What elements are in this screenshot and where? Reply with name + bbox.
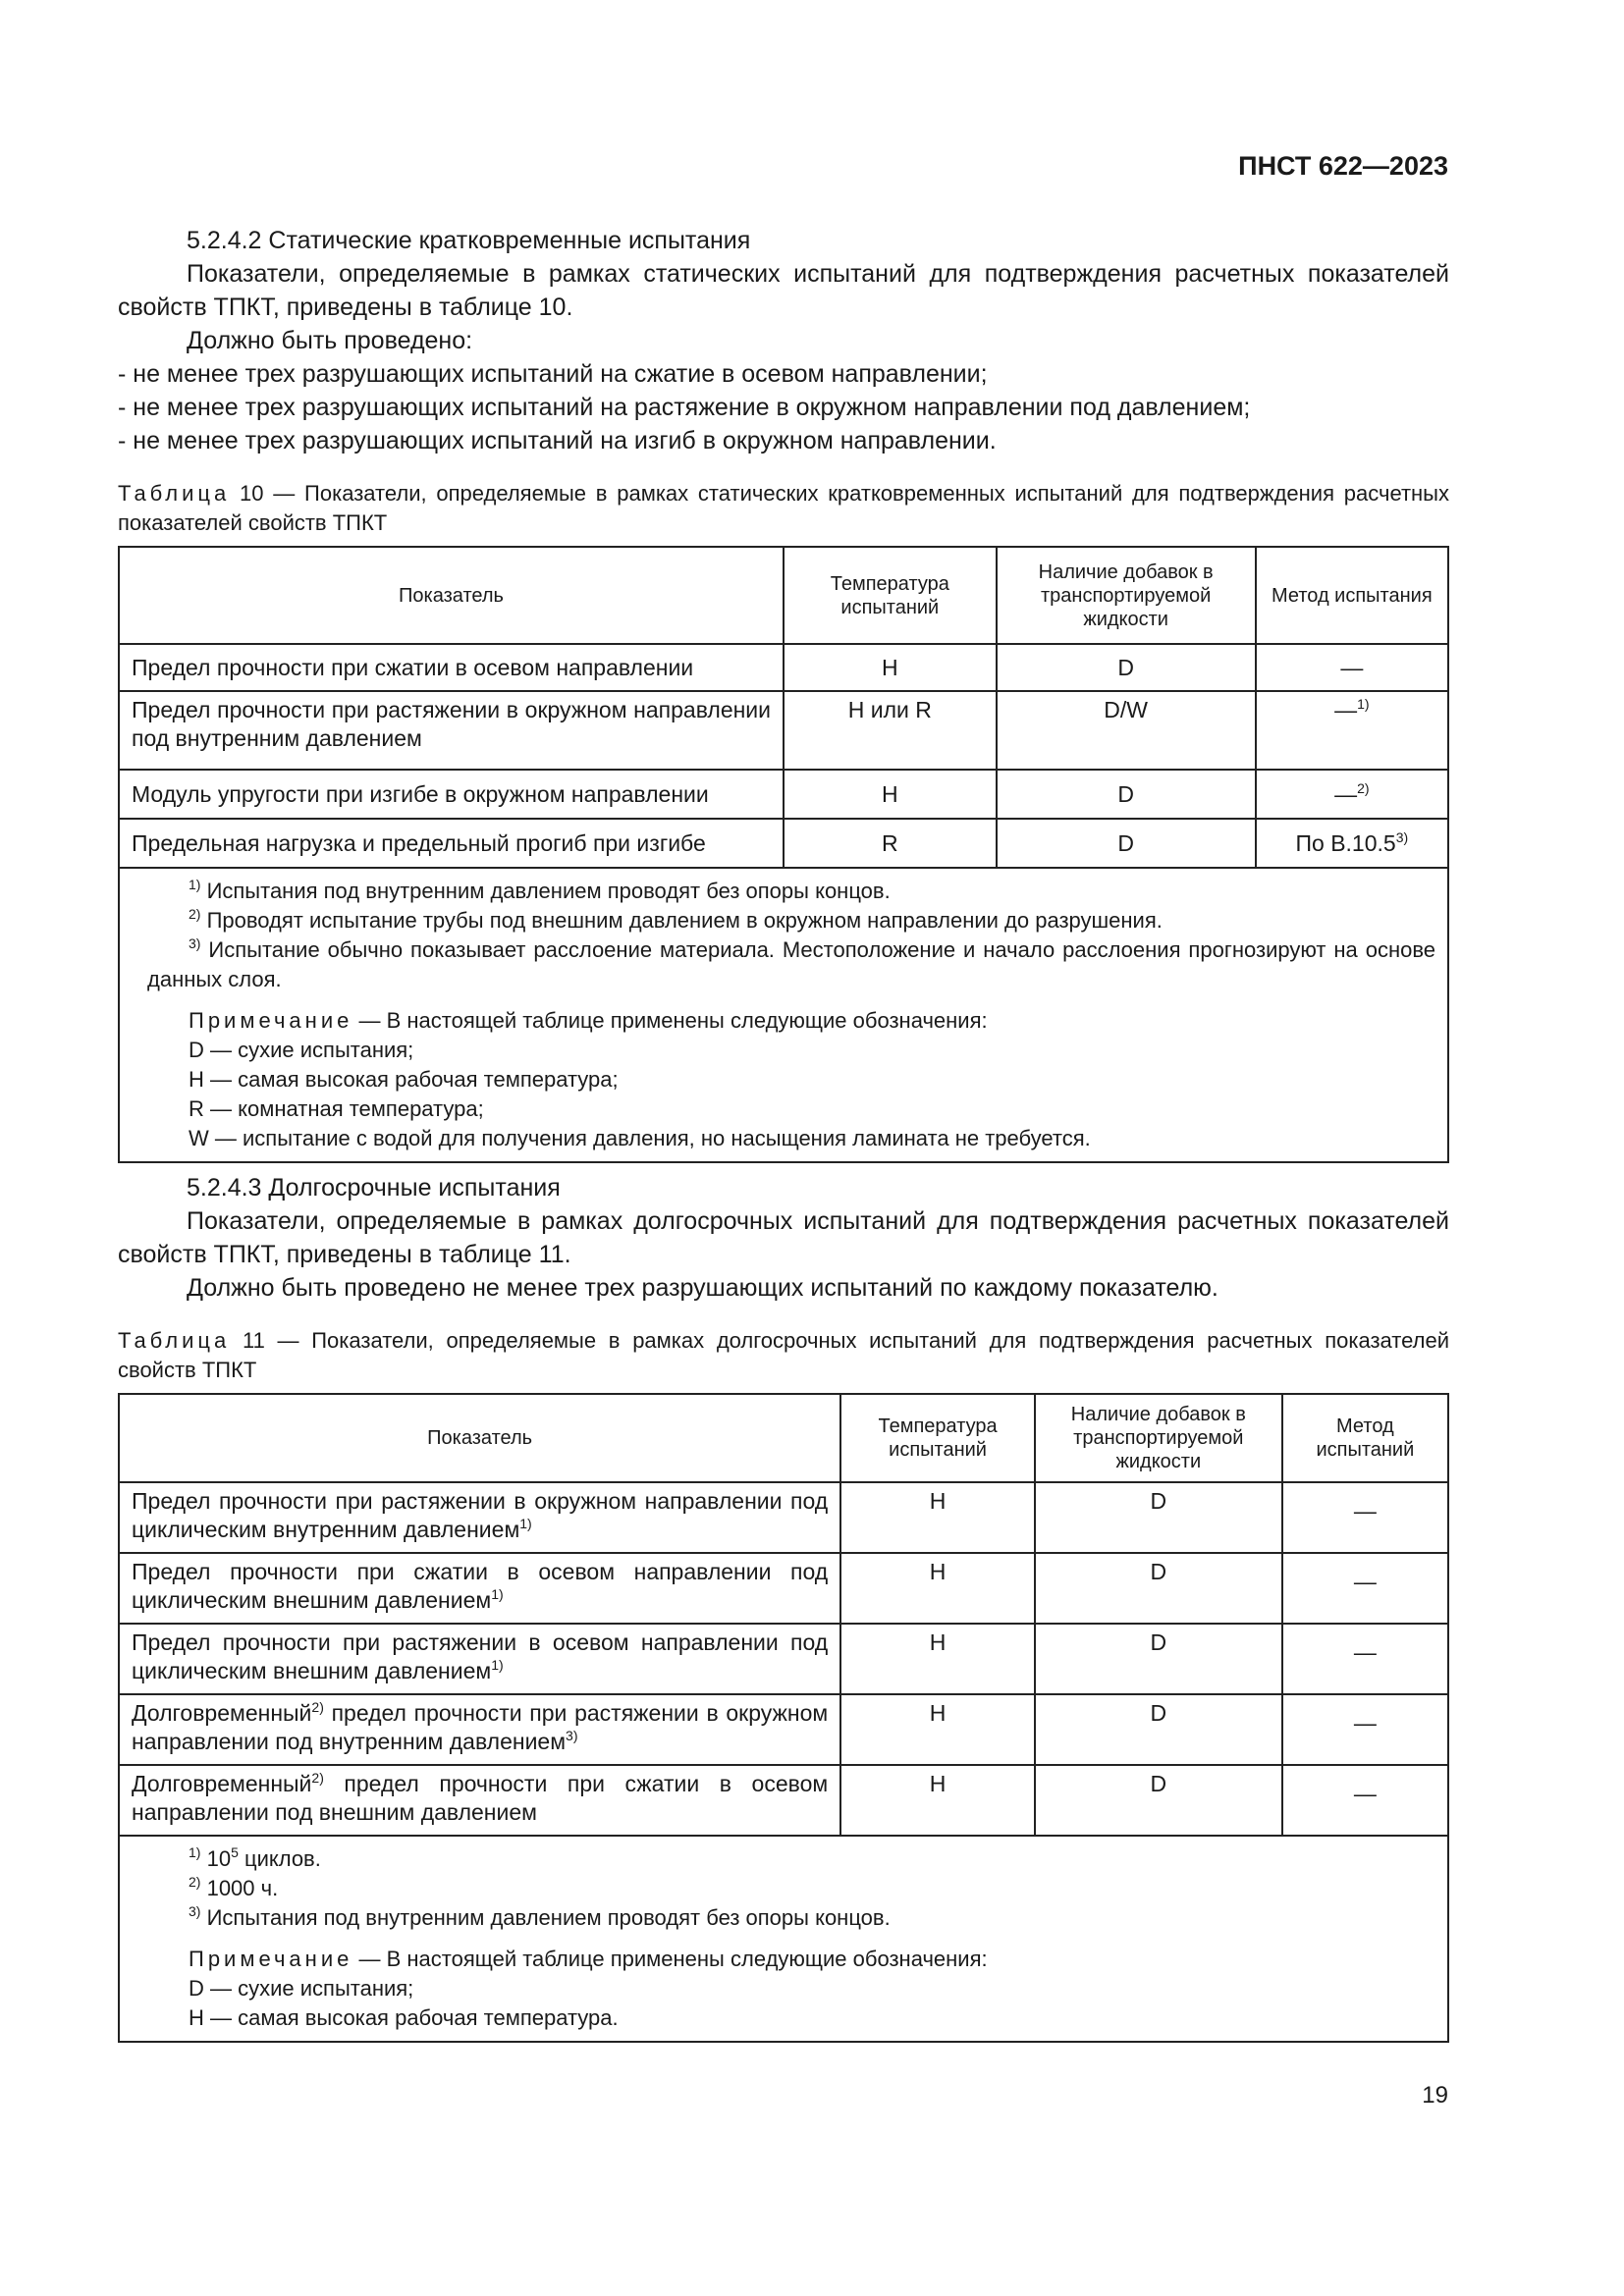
cell-temp: H	[840, 1694, 1035, 1765]
table-row	[119, 819, 1448, 868]
cell-text: предел прочности при сжатии в осевом направлении под внешним давлением	[132, 1771, 829, 1825]
table-row	[119, 644, 1448, 691]
method-text: —	[1334, 697, 1358, 722]
column-header: Температура испытаний	[840, 1394, 1035, 1482]
table-note	[134, 1006, 1435, 1036]
cell-temp: H	[784, 644, 997, 691]
footnote-mark: 3)	[189, 1903, 201, 1919]
table-row	[119, 770, 1448, 819]
cell-additives: D	[997, 644, 1256, 691]
cell-name	[119, 1624, 840, 1694]
column-header: Показатель	[119, 547, 784, 644]
cell-method: —	[1282, 1482, 1448, 1553]
cell-method	[1256, 691, 1448, 770]
bullet-item: - не менее трех разрушающих испытаний на растяжение в окружном направлении под давлением;	[118, 394, 1251, 421]
cell-temp: H	[840, 1765, 1035, 1836]
footnote-text: Проводят испытание трубы под внешним давлением в окружном направлении до разрушения.	[206, 908, 1163, 933]
section-title-5-2-4-2: 5.2.4.2 Статические кратковременные испытания	[187, 227, 751, 254]
table-11	[118, 1393, 1449, 2043]
table-11-caption	[118, 1326, 1449, 1385]
legend-item: D — сухие испытания;	[189, 1038, 414, 1062]
cell-additives: D	[997, 819, 1256, 868]
cell-additives: D	[1035, 1694, 1282, 1765]
column-header: Метод испытания	[1256, 547, 1448, 644]
footnote-mark: 2)	[189, 1874, 201, 1890]
paragraph: Показатели, определяемые в рамках долгосрочных испытаний для подтверждения расчетных показателей свойств ТПКТ, приведены в таблице 11.	[118, 1207, 1449, 1268]
footnote-ref: 1)	[491, 1657, 504, 1673]
column-header: Метод испытаний	[1282, 1394, 1448, 1482]
table-note	[134, 1945, 1435, 1974]
cell-text: Предел прочности при растяжении в осевом направлении под циклическим внешним давлением	[132, 1629, 829, 1683]
cell-temp: H	[840, 1624, 1035, 1694]
table-notes	[119, 868, 1448, 1162]
cell-method: —	[1282, 1553, 1448, 1624]
note-text: — В настоящей таблице применены следующие обозначения:	[358, 1008, 988, 1033]
footnote-text: Испытание обычно показывает расслоение материала. Местоположение и начало расслоения прогнозируют на основе данных слоя.	[147, 937, 1435, 991]
page-content	[118, 224, 1449, 2043]
note-text: — В настоящей таблице применены следующие обозначения:	[358, 1947, 988, 1971]
footnote	[134, 1903, 1435, 1933]
footnote-text: циклов.	[238, 1846, 321, 1871]
cell-additives: D	[1035, 1482, 1282, 1553]
note-label: Примечание	[189, 1947, 353, 1971]
footnote-ref: 1)	[519, 1516, 532, 1531]
paragraph: Должно быть проведено не менее трех разрушающих испытаний по каждому показателю.	[187, 1274, 1218, 1302]
method-text: По В.10.5	[1295, 829, 1396, 856]
document-header: ПНСТ 622—2023	[1238, 151, 1448, 181]
cell-temp: H	[840, 1553, 1035, 1624]
cell-method	[1256, 644, 1448, 691]
footnote	[134, 935, 1435, 994]
bullet-item: - не менее трех разрушающих испытаний на изгиб в окружном направлении.	[118, 427, 997, 454]
cell-additives: D	[1035, 1624, 1282, 1694]
cell-text: предел прочности при растяжении в окружном направлении под внутренним давлением	[132, 1700, 829, 1754]
legend-item: R — комнатная температура;	[189, 1096, 484, 1121]
table-row	[119, 1553, 1448, 1624]
column-header: Наличие добавок в транспортируемой жидкости	[1035, 1394, 1282, 1482]
caption-label: Таблица	[118, 481, 231, 506]
legend-item: W — испытание с водой для получения давления, но насыщения ламината не требуется.	[189, 1126, 1091, 1150]
column-header: Температура испытаний	[784, 547, 997, 644]
cell-text: Долговременный	[132, 1771, 312, 1796]
footnote-mark: 2)	[189, 906, 201, 922]
footnote	[134, 1844, 1435, 1874]
table-notes-row	[119, 868, 1448, 1162]
cell-additives: D	[1035, 1765, 1282, 1836]
cell-method	[1256, 819, 1448, 868]
cell-name	[119, 1482, 840, 1553]
table-row	[119, 691, 1448, 770]
cell-name	[119, 1694, 840, 1765]
footnote-text: Испытания под внутренним давлением проводят без опоры концов.	[206, 1905, 891, 1930]
footnote	[134, 877, 1435, 906]
footnote-text: Испытания под внутренним давлением проводят без опоры концов.	[206, 879, 891, 903]
footnote-ref: 3)	[566, 1728, 578, 1743]
column-header: Наличие добавок в транспортируемой жидкости	[997, 547, 1256, 644]
column-header: Показатель	[119, 1394, 840, 1482]
cell-name	[119, 1765, 840, 1836]
cell-method: —	[1282, 1624, 1448, 1694]
footnote-mark: 3)	[189, 935, 201, 951]
legend-item: H — самая высокая рабочая температура;	[189, 1067, 619, 1092]
page-number: 19	[1422, 2082, 1448, 2109]
legend-item: D — сухие испытания;	[189, 1976, 414, 2001]
footnote-ref: 2)	[1357, 779, 1370, 796]
footnote-ref: 2)	[311, 1699, 324, 1715]
footnote-ref: 1)	[1357, 696, 1370, 712]
paragraph: Показатели, определяемые в рамках статических испытаний для подтверждения расчетных показателей свойств ТПКТ, приведены в таблице 10.	[118, 260, 1449, 321]
cell-method: —	[1282, 1765, 1448, 1836]
table-10	[118, 546, 1449, 1163]
section-title-5-2-4-3: 5.2.4.3 Долгосрочные испытания	[187, 1174, 561, 1201]
cell-method	[1256, 770, 1448, 819]
cell-name: Предел прочности при растяжении в окружном направлении под внутренним давлением	[119, 691, 784, 770]
table-header-row	[119, 547, 1448, 644]
cell-text: Долговременный	[132, 1700, 312, 1726]
caption-label: Таблица	[118, 1328, 231, 1353]
cell-temp: H	[840, 1482, 1035, 1553]
cell-additives: D	[1035, 1553, 1282, 1624]
table-row	[119, 1694, 1448, 1765]
footnote-text: 10	[206, 1846, 232, 1871]
cell-temp: H	[784, 770, 997, 819]
table-header-row	[119, 1394, 1448, 1482]
footnote	[134, 906, 1435, 935]
cell-additives: D	[997, 770, 1256, 819]
table-row	[119, 1765, 1448, 1836]
caption-text: 11 — Показатели, определяемые в рамках долгосрочных испытаний для подтверждения расчетных показателей свойств ТПКТ	[118, 1328, 1449, 1382]
footnote-ref: 2)	[311, 1770, 324, 1786]
note-label: Примечание	[189, 1008, 353, 1033]
cell-additives: D/W	[997, 691, 1256, 770]
cell-method: —	[1282, 1694, 1448, 1765]
paragraph: Должно быть проведено:	[187, 327, 473, 354]
footnote	[134, 1874, 1435, 1903]
table-row	[119, 1482, 1448, 1553]
cell-name	[119, 1553, 840, 1624]
method-text: —	[1340, 654, 1364, 680]
table-notes-row	[119, 1836, 1448, 2042]
cell-text: Предел прочности при растяжении в окружном направлении под циклическим внутренним давлением	[132, 1488, 829, 1542]
cell-name: Предел прочности при сжатии в осевом направлении	[119, 644, 784, 691]
exponent: 5	[231, 1844, 239, 1860]
footnote-mark: 1)	[189, 1844, 201, 1860]
cell-temp: R	[784, 819, 997, 868]
footnote-ref: 1)	[491, 1586, 504, 1602]
footnote-text: 1000 ч.	[206, 1876, 279, 1900]
caption-text: 10 — Показатели, определяемые в рамках статических кратковременных испытаний для подтверждения расчетных показателей свойств ТПКТ	[118, 481, 1449, 535]
cell-text: Предел прочности при сжатии в осевом направлении под циклическим внешним давлением	[132, 1559, 829, 1613]
table-10-caption	[118, 479, 1449, 538]
cell-temp: H или R	[784, 691, 997, 770]
footnote-ref: 3)	[1395, 828, 1409, 845]
footnote-mark: 1)	[189, 877, 201, 892]
bullet-item: - не менее трех разрушающих испытаний на сжатие в осевом направлении;	[118, 360, 988, 388]
table-notes	[119, 1836, 1448, 2042]
cell-name: Предельная нагрузка и предельный прогиб при изгибе	[119, 819, 784, 868]
legend-item: H — самая высокая рабочая температура.	[189, 2005, 619, 2030]
table-row	[119, 1624, 1448, 1694]
method-text: —	[1334, 780, 1358, 807]
cell-name: Модуль упругости при изгибе в окружном направлении	[119, 770, 784, 819]
